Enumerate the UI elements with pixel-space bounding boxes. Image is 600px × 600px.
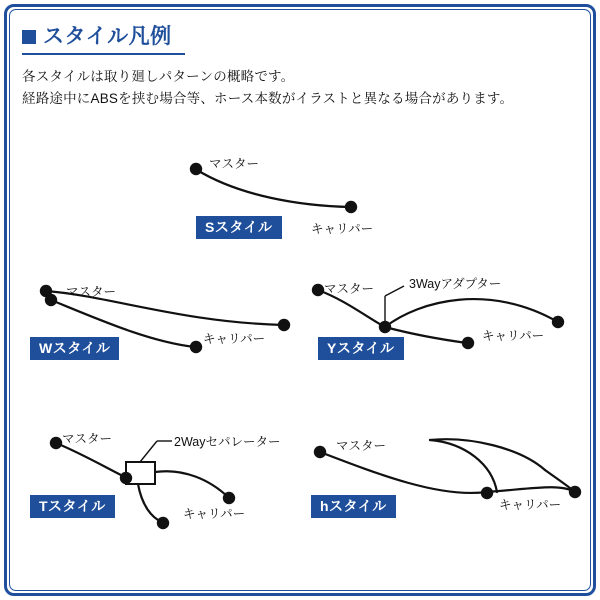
- t-style-hose-right: [155, 471, 228, 497]
- y-style-master-label: マスター: [324, 282, 375, 296]
- style-chip-s: Sスタイル: [196, 216, 282, 239]
- t-style-callout-leader: [140, 441, 157, 462]
- y-style-caliper-label: キャリパー: [482, 329, 545, 343]
- t-style-caliper-label: キャリパー: [183, 507, 246, 521]
- style-chip-y: Yスタイル: [318, 337, 404, 360]
- s-style-caliper-node: [345, 201, 357, 213]
- t-style-separator-label: 2Wayセパレーター: [174, 435, 281, 449]
- w-style-caliper-node-lower: [190, 341, 202, 353]
- style-chip-h: hスタイル: [311, 495, 396, 518]
- y-style-callout-leader-diagonal: [385, 286, 404, 296]
- w-style-caliper-node-upper: [278, 319, 290, 331]
- h-style-hose-loop-left: [430, 440, 497, 492]
- y-style-hose-right: [385, 299, 558, 327]
- t-style-caliper-node-right: [223, 492, 235, 504]
- y-style-master-node: [312, 284, 324, 296]
- t-style-hose-down: [138, 484, 162, 522]
- s-style-hose: [197, 170, 351, 207]
- note-line-1: 各スタイルは取り廻しパターンの概略です。: [22, 69, 295, 84]
- y-style-caliper-node-lower: [462, 337, 474, 349]
- t-style-junction-node: [120, 472, 132, 484]
- y-style-caliper-node-right: [552, 316, 564, 328]
- h-style-hose-right: [486, 487, 575, 492]
- style-chip-w: Wスタイル: [30, 337, 119, 360]
- t-style-master-label: マスター: [62, 432, 113, 446]
- h-style-caliper-node-right: [569, 486, 581, 498]
- t-style-hose-master: [56, 443, 127, 478]
- h-style-hose-main: [320, 452, 486, 493]
- note-line-2: 経路途中にABSを挟む場合等、ホース本数がイラストと異なる場合があります。: [22, 90, 514, 106]
- page-title: スタイル凡例: [43, 25, 172, 48]
- s-style-master-label: マスター: [209, 157, 260, 171]
- s-style-master-node: [190, 163, 202, 175]
- h-style-caliper-node-left: [481, 487, 493, 499]
- w-style-master-node-lower: [45, 294, 57, 306]
- h-style-master-node: [314, 446, 326, 458]
- w-style-caliper-label: キャリパー: [203, 332, 266, 346]
- y-style-3way-adapter-node: [379, 321, 391, 333]
- h-style-master-label: マスター: [336, 439, 387, 453]
- h-style-caliper-label: キャリパー: [499, 498, 562, 512]
- s-style-caliper-label: キャリパー: [311, 222, 374, 236]
- y-style-adapter-label: 3Wayアダプター: [409, 277, 502, 291]
- w-style-master-label: マスター: [66, 285, 117, 299]
- style-chip-t: Tスタイル: [30, 495, 115, 518]
- t-style-master-node: [50, 437, 62, 449]
- t-style-caliper-node-lower: [157, 517, 169, 529]
